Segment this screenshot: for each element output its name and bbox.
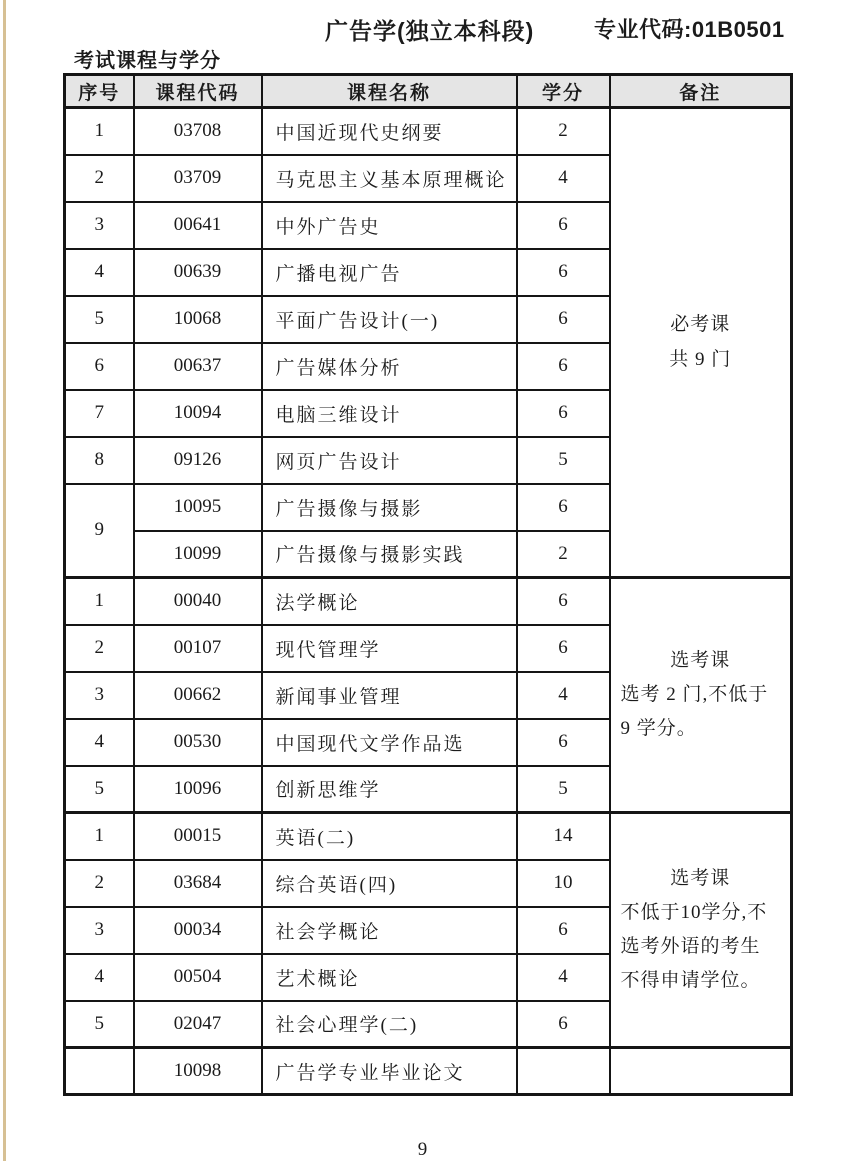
name-cell: 创新思维学 xyxy=(262,766,517,813)
name-cell: 现代管理学 xyxy=(262,625,517,672)
code-cell: 10099 xyxy=(134,531,262,578)
name-cell: 综合英语(四) xyxy=(262,860,517,907)
credits-cell: 10 xyxy=(517,860,610,907)
credits-cell: 4 xyxy=(517,954,610,1001)
credits-cell: 6 xyxy=(517,390,610,437)
table-row xyxy=(65,108,792,155)
credits-cell: 4 xyxy=(517,672,610,719)
remark-title: 必考课 xyxy=(670,314,731,336)
remark-title: 选考课 xyxy=(670,867,731,889)
code-cell: 00639 xyxy=(134,249,262,296)
seq-cell: 1 xyxy=(65,108,134,155)
credits-cell: 6 xyxy=(517,202,610,249)
header-name: 课程名称 xyxy=(262,75,517,108)
seq-cell: 1 xyxy=(65,813,134,860)
page-number: 9 xyxy=(417,1139,428,1160)
seq-cell: 3 xyxy=(65,202,134,249)
seq-cell: 5 xyxy=(65,296,134,343)
seq-cell: 3 xyxy=(65,907,134,954)
page-title: 广告学(独立本科段) xyxy=(325,18,535,44)
code-cell: 10098 xyxy=(134,1048,262,1095)
code-cell: 00040 xyxy=(134,578,262,625)
code-cell: 10068 xyxy=(134,296,262,343)
credits-cell: 5 xyxy=(517,437,610,484)
credits-cell: 6 xyxy=(517,578,610,625)
remark-cell xyxy=(610,813,792,1048)
name-cell: 社会学概论 xyxy=(262,907,517,954)
name-cell: 广告学专业毕业论文 xyxy=(262,1048,517,1095)
seq-cell: 6 xyxy=(65,343,134,390)
code-cell: 03684 xyxy=(134,860,262,907)
name-cell: 新闻事业管理 xyxy=(262,672,517,719)
seq-cell: 8 xyxy=(65,437,134,484)
seq-cell: 4 xyxy=(65,719,134,766)
code-cell: 10096 xyxy=(134,766,262,813)
name-cell: 中外广告史 xyxy=(262,202,517,249)
code-cell: 00641 xyxy=(134,202,262,249)
seq-cell: 5 xyxy=(65,766,134,813)
name-cell: 中国现代文学作品选 xyxy=(262,719,517,766)
name-cell: 法学概论 xyxy=(262,578,517,625)
credits-cell: 6 xyxy=(517,484,610,531)
credits-cell xyxy=(517,1048,610,1095)
seq-cell: 2 xyxy=(65,625,134,672)
credits-cell: 5 xyxy=(517,766,610,813)
name-cell: 社会心理学(二) xyxy=(262,1001,517,1048)
name-cell: 广告摄像与摄影实践 xyxy=(262,531,517,578)
code-cell: 03709 xyxy=(134,155,262,202)
seq-cell: 4 xyxy=(65,954,134,1001)
table-row xyxy=(65,578,792,625)
seq-cell: 9 xyxy=(65,484,134,578)
name-cell: 广告摄像与摄影 xyxy=(262,484,517,531)
name-cell: 艺术概论 xyxy=(262,954,517,1001)
credits-cell: 6 xyxy=(517,719,610,766)
credits-cell: 6 xyxy=(517,1001,610,1048)
code-cell: 00637 xyxy=(134,343,262,390)
table-row xyxy=(65,813,792,860)
code-cell: 00504 xyxy=(134,954,262,1001)
header-remark: 备注 xyxy=(610,75,792,108)
seq-cell: 3 xyxy=(65,672,134,719)
code-cell: 00662 xyxy=(134,672,262,719)
remark-cell xyxy=(610,578,792,813)
name-cell: 中国近现代史纲要 xyxy=(262,108,517,155)
credits-cell: 2 xyxy=(517,531,610,578)
seq-cell: 2 xyxy=(65,860,134,907)
name-cell: 网页广告设计 xyxy=(262,437,517,484)
name-cell: 马克思主义基本原理概论 xyxy=(262,155,517,202)
seq-cell xyxy=(65,1048,134,1095)
remark-body: 选考 2 门,不低于 9 学分。 xyxy=(620,683,769,740)
code-cell: 00530 xyxy=(134,719,262,766)
seq-cell: 7 xyxy=(65,390,134,437)
code-cell: 09126 xyxy=(134,437,262,484)
name-cell: 广播电视广告 xyxy=(262,249,517,296)
name-cell: 电脑三维设计 xyxy=(262,390,517,437)
seq-cell: 5 xyxy=(65,1001,134,1048)
name-cell: 英语(二) xyxy=(262,813,517,860)
page-edge-line xyxy=(3,0,6,1161)
table-header-row xyxy=(65,75,792,108)
credits-cell: 14 xyxy=(517,813,610,860)
remark-cell xyxy=(610,108,792,578)
code-cell: 00107 xyxy=(134,625,262,672)
course-table xyxy=(63,73,793,1096)
seq-cell: 4 xyxy=(65,249,134,296)
header-credits: 学分 xyxy=(517,75,610,108)
credits-cell: 2 xyxy=(517,108,610,155)
seq-cell: 1 xyxy=(65,578,134,625)
remark-title: 选考课 xyxy=(670,649,731,671)
code-cell: 00034 xyxy=(134,907,262,954)
credits-cell: 6 xyxy=(517,907,610,954)
header-code: 课程代码 xyxy=(134,75,262,108)
credits-cell: 6 xyxy=(517,343,610,390)
remark-cell xyxy=(610,1048,792,1095)
header-seq: 序号 xyxy=(65,75,134,108)
code-cell: 02047 xyxy=(134,1001,262,1048)
table-heading: 考试课程与学分 xyxy=(74,50,221,72)
name-cell: 平面广告设计(一) xyxy=(262,296,517,343)
remark-body: 不低于10学分,不选考外语的考生不得申请学位。 xyxy=(620,901,768,992)
credits-cell: 4 xyxy=(517,155,610,202)
credits-cell: 6 xyxy=(517,625,610,672)
major-code: 专业代码:01B0501 xyxy=(594,17,785,42)
code-cell: 10095 xyxy=(134,484,262,531)
remark-body: 共 9 门 xyxy=(669,348,732,370)
code-cell: 03708 xyxy=(134,108,262,155)
code-cell: 10094 xyxy=(134,390,262,437)
seq-cell: 2 xyxy=(65,155,134,202)
credits-cell: 6 xyxy=(517,249,610,296)
credits-cell: 6 xyxy=(517,296,610,343)
name-cell: 广告媒体分析 xyxy=(262,343,517,390)
table-row xyxy=(65,1048,792,1095)
code-cell: 00015 xyxy=(134,813,262,860)
